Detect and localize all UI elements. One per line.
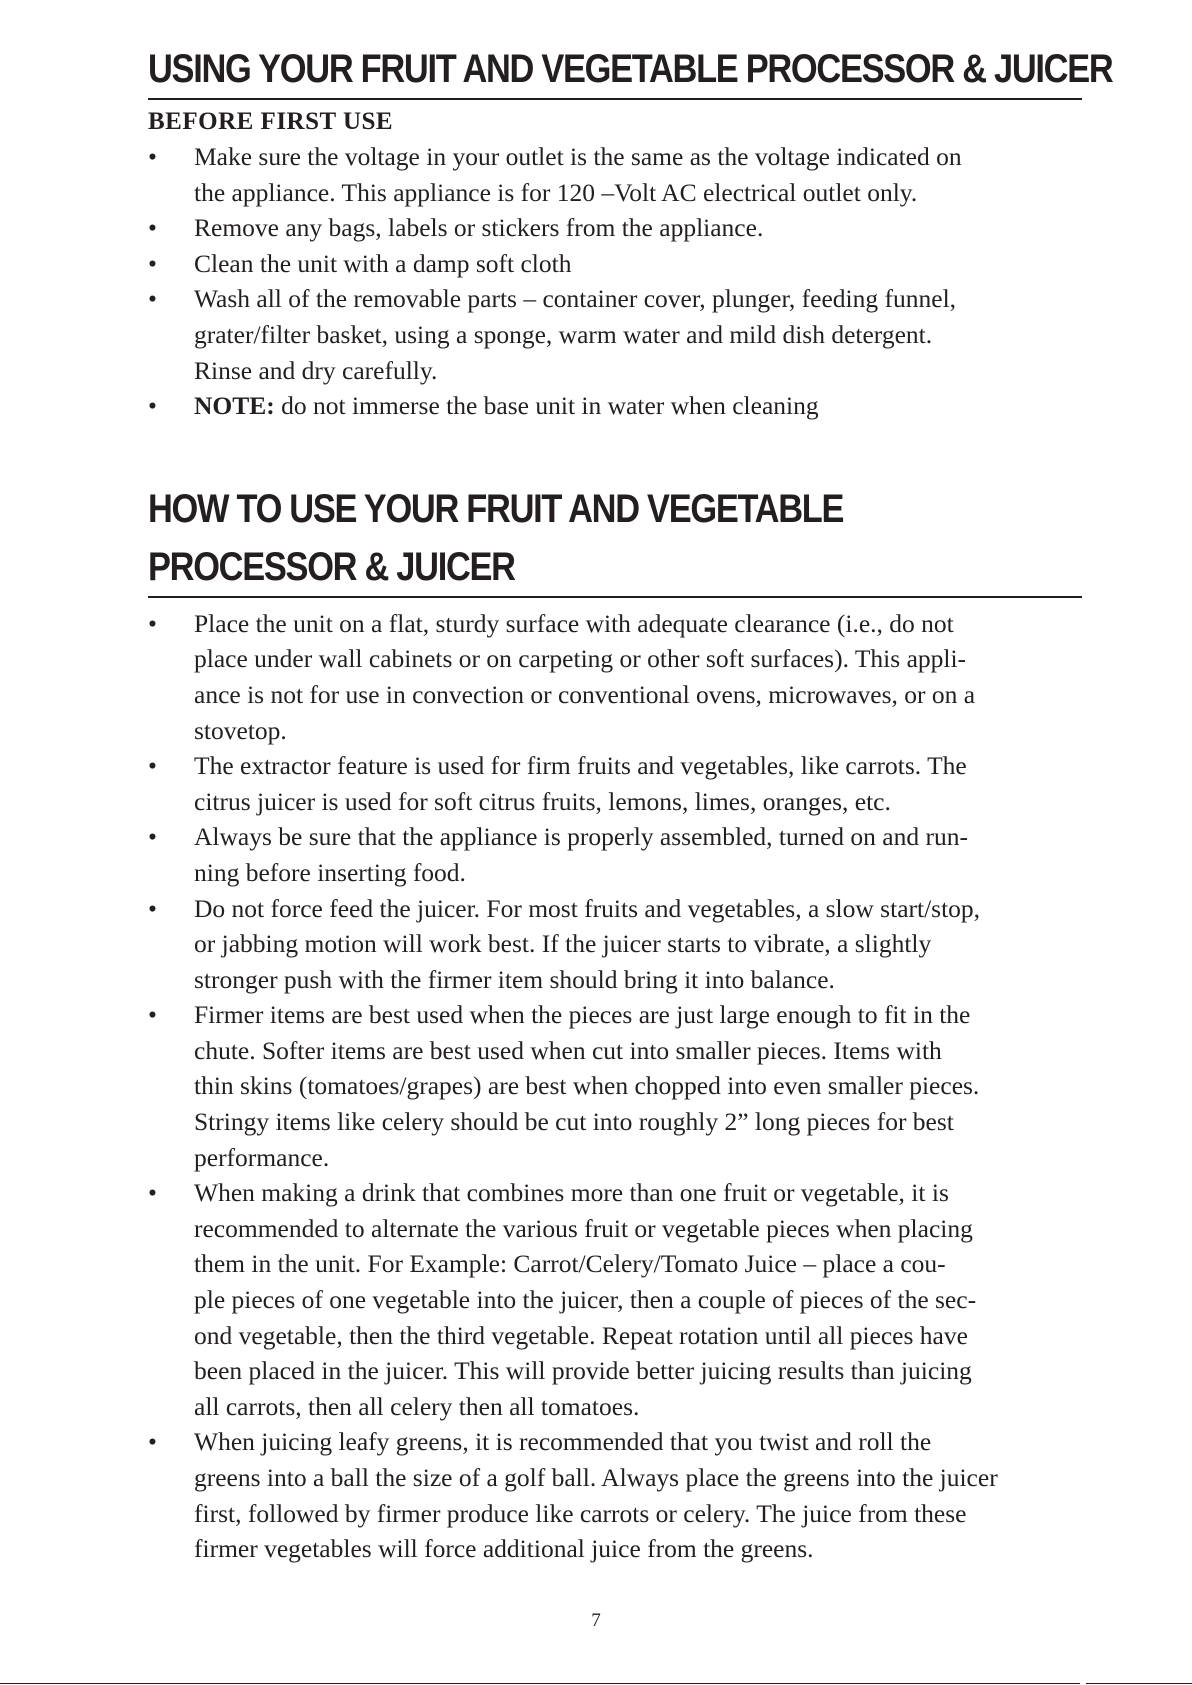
bullet-text-line: Wash all of the removable parts – container cover, plunger, feeding funnel,: [194, 284, 957, 314]
title-underline: [148, 596, 1082, 598]
bullet-glyph: •: [148, 248, 157, 278]
bullet-text-line: chute. Softer items are best used when cut into smaller pieces. Items with: [194, 1035, 942, 1065]
bullet-text-line: Remove any bags, labels or stickers from the appliance.: [194, 213, 764, 243]
bullet-glyph: •: [148, 1178, 157, 1208]
bullet-text-line: Make sure the voltage in your outlet is the same as the voltage indicated on: [194, 142, 962, 171]
bullet-text-line: ance is not for use in convection or conventional ovens, microwaves, or on a: [194, 679, 976, 709]
note-item: [148, 388, 1082, 424]
list-item: [148, 606, 1082, 748]
section-title-using: USING YOUR FRUIT AND VEGETABLE PROCESSOR & JUICER: [148, 47, 1113, 91]
bullet-text-line: been placed in the juicer. This will provide better juicing results than juicing: [194, 1356, 972, 1386]
bullet-text-line: greens into a ball the size of a golf ball. Always place the greens into the juicer: [194, 1463, 998, 1492]
bullet-text-line: them in the unit. For Example: Carrot/Celery/Tomato Juice – place a cou-: [194, 1249, 946, 1279]
list-item: [148, 246, 1082, 282]
bullet-glyph: •: [148, 213, 157, 243]
bullet-text-line: When making a drink that combines more than one fruit or vegetable, it is: [194, 1178, 949, 1208]
bullet-text-line: place under wall cabinets or on carpeting or other soft surfaces). This appli-: [194, 644, 967, 674]
list-item: [148, 210, 1082, 246]
bullet-text-line: ond vegetable, then the third vegetable. Repeat rotation until all pieces have: [194, 1320, 968, 1350]
note-line: [194, 388, 1082, 424]
bullet-text-line: recommended to alternate the various fruit or vegetable pieces when placing: [194, 1213, 973, 1243]
bullet-text-line: Stringy items like celery should be cut into roughly 2” long pieces for best: [194, 1107, 954, 1137]
list-item: [148, 748, 1082, 819]
bullet-glyph: •: [148, 893, 157, 923]
page-number: 7: [591, 1610, 601, 1631]
bullet-glyph: •: [148, 142, 157, 171]
section-title-how-to-use-line2: PROCESSOR & JUICER: [148, 544, 515, 589]
manual-page: [148, 40, 1113, 1567]
bullet-text-line: ning before inserting food.: [194, 857, 466, 887]
list-item: [148, 139, 1082, 210]
list-item: [148, 891, 1082, 998]
bullet-text-line: Clean the unit with a damp soft cloth: [194, 248, 572, 278]
bullet-text-line: first, followed by firmer produce like carrots or celery. The juice from these: [194, 1498, 967, 1528]
bullet-text-line: Do not force feed the juicer. For most fruits and vegetables, a slow start/stop,: [194, 893, 981, 923]
bullet-text-line: grater/filter basket, using a sponge, warm water and mild dish detergent.: [194, 319, 933, 349]
bullet-glyph: •: [148, 751, 157, 781]
bullet-glyph: •: [148, 822, 157, 852]
bullet-glyph: •: [148, 284, 157, 314]
bullet-text-line: Always be sure that the appliance is properly assembled, turned on and run-: [194, 822, 968, 852]
how-to-use-list: [148, 606, 1082, 1567]
list-item: [148, 1175, 1082, 1424]
bullet-text-line: Rinse and dry carefully.: [194, 355, 438, 385]
bullet-text-line: all carrots, then all celery then all tomatoes.: [194, 1391, 640, 1421]
bullet-text-line: thin skins (tomatoes/grapes) are best when chopped into even smaller pieces.: [194, 1071, 980, 1101]
bottom-divider-right: [1086, 1683, 1192, 1684]
bullet-text-line: The extractor feature is used for firm fruits and vegetables, like carrots. The: [194, 751, 967, 781]
before-first-use-list: [148, 139, 1082, 424]
subheading-before-first-use: BEFORE FIRST USE: [148, 108, 394, 135]
bullet-glyph: •: [148, 1427, 157, 1457]
note-label: NOTE:: [194, 391, 275, 421]
list-item: [148, 819, 1082, 890]
list-item: [148, 281, 1082, 388]
bullet-glyph: •: [148, 391, 157, 421]
bullet-text-line: citrus juicer is used for soft citrus fruits, lemons, limes, oranges, etc.: [194, 786, 891, 816]
title-underline: [148, 98, 1082, 100]
list-item: [148, 1424, 1082, 1566]
list-item: [148, 997, 1082, 1175]
bullet-text-line: performance.: [194, 1142, 330, 1172]
bullet-text-line: Place the unit on a flat, sturdy surface with adequate clearance (i.e., do not: [194, 608, 954, 638]
bottom-divider: [0, 1683, 1080, 1684]
bullet-text-line: the appliance. This appliance is for 120 –Volt AC electrical outlet only.: [194, 177, 918, 207]
bullet-glyph: •: [148, 1000, 157, 1030]
section-how-to-use: [148, 480, 1082, 1567]
bullet-text-line: or jabbing motion will work best. If the juicer starts to vibrate, a slightly: [194, 929, 932, 959]
bullet-text-line: stovetop.: [194, 715, 287, 745]
bullet-text-line: firmer vegetables will force additional juice from the greens.: [194, 1534, 814, 1564]
bullet-text-line: When juicing leafy greens, it is recommended that you twist and roll the: [194, 1427, 932, 1457]
bullet-glyph: •: [148, 608, 157, 638]
section-before-first-use: [148, 40, 1113, 424]
section-title-how-to-use-line1: HOW TO USE YOUR FRUIT AND VEGETABLE: [148, 486, 844, 531]
bullet-text-line: Firmer items are best used when the pieces are just large enough to fit in the: [194, 1000, 971, 1030]
bullet-text-line: ple pieces of one vegetable into the juicer, then a couple of pieces of the sec-: [194, 1285, 977, 1315]
bullet-text-line: stronger push with the firmer item should bring it into balance.: [194, 964, 835, 994]
note-text: do not immerse the base unit in water when cleaning: [274, 391, 819, 421]
